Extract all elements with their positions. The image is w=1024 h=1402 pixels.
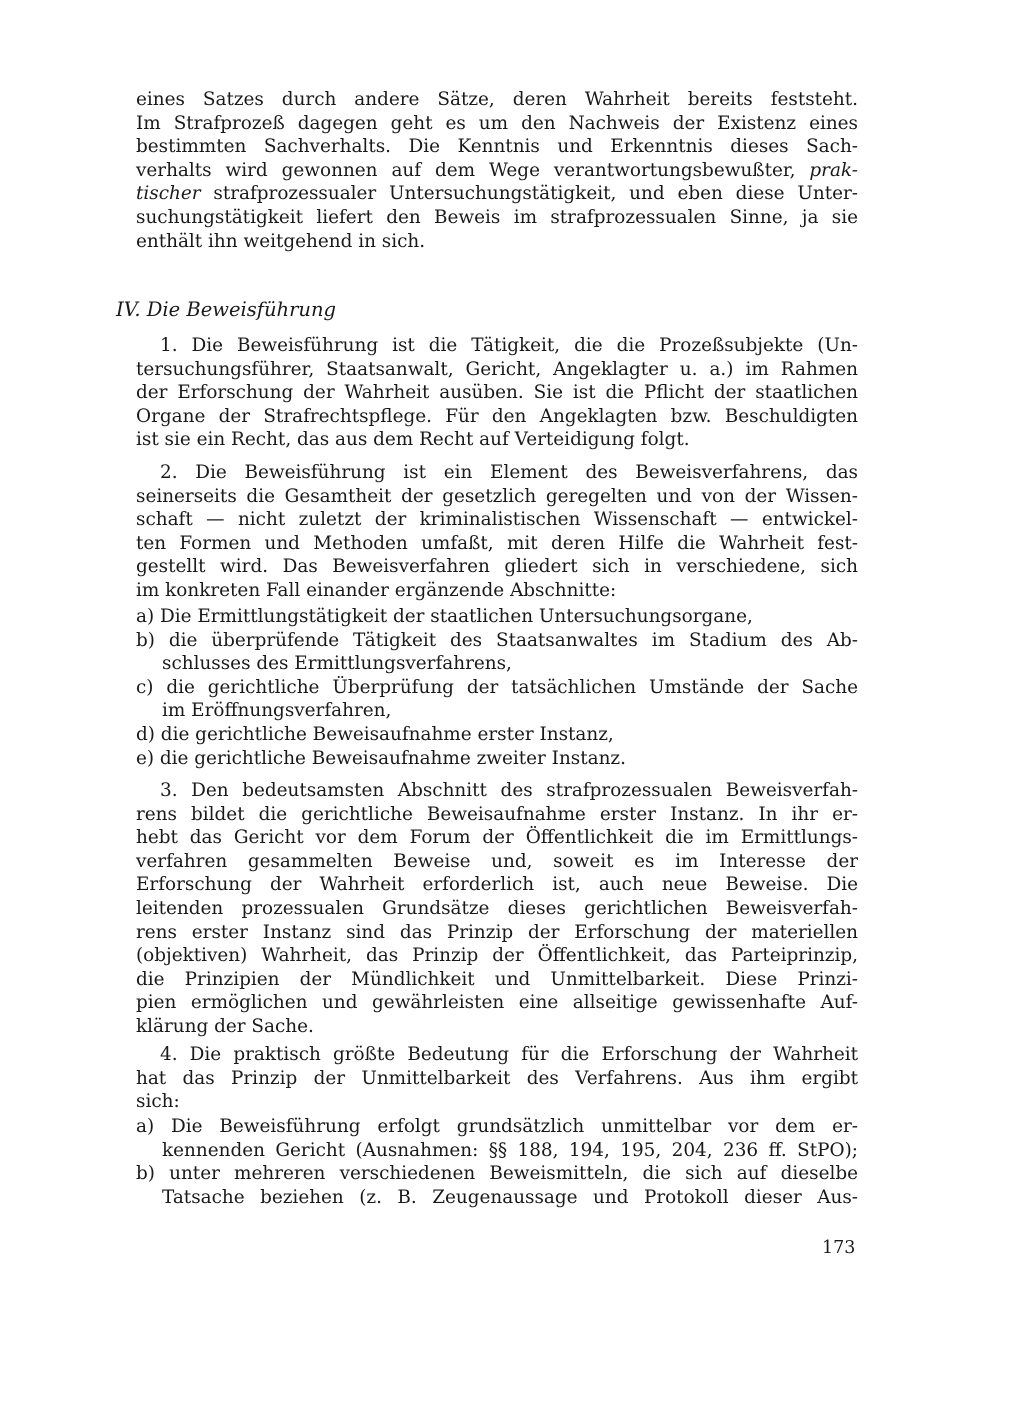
list-item: a) Die Ermittlungstätigkeit der staatlichen Untersuchungsorgane, (136, 606, 753, 627)
italic-word: prak- (809, 159, 858, 181)
list-consequences (136, 1115, 858, 1209)
text-line: enthält ihn weitgehend in sich. (136, 230, 426, 252)
text-line: klärung der Sache. (136, 1015, 314, 1037)
list-item-continuation: schlusses des Ermittlungsverfahrens, (162, 653, 512, 675)
text-line: 3. Den bedeutsamsten Abschnitt des strafprozessualen Beweisverfah- (160, 780, 858, 801)
text-line: suchungstätigkeit liefert den Beweis im strafprozessualen Sinne, ja sie (136, 206, 858, 228)
paragraph-2 (136, 461, 858, 603)
list-item: d) die gerichtliche Beweisaufnahme erster Instanz, (136, 723, 614, 745)
list-item: c) die gerichtliche Überprüfung der tatsächlichen Umstände der Sache (136, 676, 858, 698)
text-line (136, 159, 858, 183)
text-line: im konkreten Fall einander ergänzende Abschnitte: (136, 579, 617, 601)
list-item-continuation: kennenden Gericht (Ausnahmen: §§ 188, 194, 195, 204, 236 ff. StPO); (162, 1139, 858, 1161)
list-item: b) die überprüfende Tätigkeit des Staatsanwaltes im Stadium des Ab- (136, 629, 858, 651)
list-item: e) die gerichtliche Beweisaufnahme zweiter Instanz. (136, 747, 626, 769)
text-line: tersuchungsführer, Staatsanwalt, Gericht, Angeklagter u. a.) im Rahmen (136, 358, 858, 380)
page-number: 173 (822, 1238, 856, 1258)
italic-word: tischer (136, 183, 201, 205)
list-item: a) Die Beweisführung erfolgt grundsätzlich unmittelbar vor dem er- (136, 1116, 858, 1137)
text-line: (objektiven) Wahrheit, das Prinzip der Öffentlichkeit, das Parteiprinzip, (136, 945, 858, 967)
text-fragment: verhalts wird gewonnen auf dem Wege verantwortungsbewußter, (136, 159, 796, 181)
text-line: seinerseits die Gesamtheit der gesetzlich geregelten und von der Wissen- (136, 485, 858, 507)
text-line: bestimmten Sachverhalts. Die Kenntnis und Erkenntnis dieses Sach- (136, 136, 858, 158)
text-line: sich: (136, 1091, 180, 1113)
text-fragment: strafprozessualer Untersuchungstätigkeit, und eben diese Unter- (213, 183, 858, 205)
text-line: hebt das Gericht vor dem Forum der Öffentlichkeit die im Ermittlungs- (136, 827, 858, 849)
paragraph-1 (136, 334, 858, 452)
paragraph-3 (136, 779, 858, 1039)
text-line: hat das Prinzip der Unmittelbarkeit des Verfahrens. Aus ihm ergibt (136, 1067, 858, 1089)
text-line: 2. Die Beweisführung ist ein Element des Beweisverfahrens, das (160, 462, 858, 483)
text-line: 4. Die praktisch größte Bedeutung für die Erforschung der Wahrheit (160, 1044, 858, 1065)
text-line: pien ermöglichen und gewährleisten eine allseitige gewissenhafte Auf- (136, 992, 858, 1014)
section-heading: IV. Die Beweisführung (116, 298, 336, 321)
text-line: gestellt wird. Das Beweisverfahren gliedert sich in verschiedene, sich (136, 556, 858, 578)
text-line: Im Strafprozeß dagegen geht es um den Nachweis der Existenz eines (136, 112, 858, 134)
list-stages (136, 605, 858, 770)
paragraph-4 (136, 1043, 858, 1114)
text-line: schaft — nicht zuletzt der kriminalistischen Wissenschaft — entwickel- (136, 509, 858, 531)
text-line: Erforschung der Wahrheit erforderlich ist, auch neue Beweise. Die (136, 874, 858, 896)
list-item: b) unter mehreren verschiedenen Beweismitteln, die sich auf dieselbe (136, 1163, 858, 1185)
text-line: ist sie ein Recht, das aus dem Recht auf Verteidigung folgt. (136, 429, 690, 451)
text-line: 1. Die Beweisführung ist die Tätigkeit, die die Prozeßsubjekte (Un- (160, 335, 858, 356)
text-line: ten Formen und Methoden umfaßt, mit deren Hilfe die Wahrheit fest- (136, 532, 858, 554)
text-line: leitenden prozessualen Grundsätze dieses gerichtlichen Beweisverfah- (136, 897, 858, 919)
text-line (136, 182, 858, 206)
text-line: rens erster Instanz sind das Prinzip der Erforschung der materiellen (136, 921, 858, 943)
text-line: die Prinzipien der Mündlichkeit und Unmittelbarkeit. Diese Prinzi- (136, 968, 858, 990)
list-item-continuation: im Eröffnungsverfahren, (162, 700, 392, 722)
list-item-continuation: Tatsache beziehen (z. B. Zeugenaussage und Protokoll dieser Aus- (162, 1186, 858, 1208)
text-line: rens bildet die gerichtliche Beweisaufnahme erster Instanz. In ihr er- (136, 803, 858, 825)
text-line: verfahren gesammelten Beweise und, soweit es im Interesse der (136, 850, 858, 872)
text-line: Organe der Strafrechtspflege. Für den Angeklagten bzw. Beschuldigten (136, 405, 858, 427)
text-line: eines Satzes durch andere Sätze, deren Wahrheit bereits feststeht. (136, 89, 858, 110)
text-line: der Erforschung der Wahrheit ausüben. Sie ist die Pflicht der staatlichen (136, 382, 858, 404)
intro-paragraph (136, 88, 858, 253)
